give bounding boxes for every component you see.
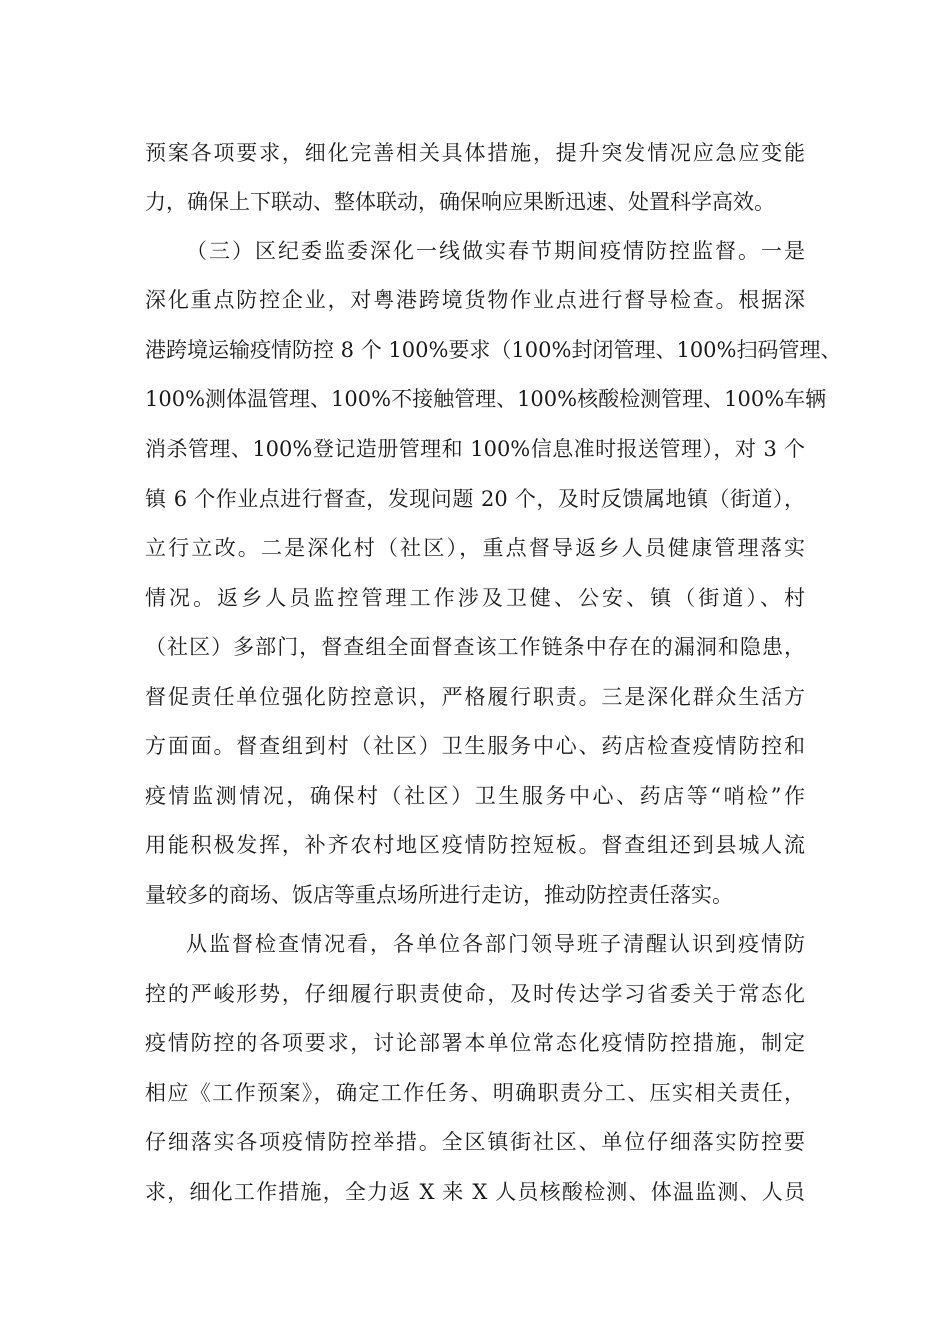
text-line: 仔细落实各项疫情防控举措。全区镇街社区、单位仔细落实防控要 [145, 1130, 805, 1154]
text-line: 方面面。督查组到村（社区）卫生服务中心、药店检查疫情防控和 [145, 734, 805, 758]
text-line: 相应《工作预案》，确定工作任务、明确职责分工、压实相关责任， [145, 1081, 805, 1105]
text-line: （三）区纪委监委深化一线做实春节期间疫情防控监督。一是 [186, 239, 805, 263]
text-line: 疫情监测情况，确保村（社区）卫生服务中心、药店等“哨检”作 [145, 784, 805, 808]
text-line: 立行立改。二是深化村（社区），重点督导返乡人员健康管理落实 [145, 536, 805, 560]
text-line: 100%测体温管理、100%不接触管理、100%核酸检测管理、100%车辆 [145, 387, 827, 411]
text-line: 预案各项要求，细化完善相关具体措施，提升突发情况应急应变能 [145, 141, 805, 165]
text-line: 用能积极发挥，补齐农村地区疫情防控短板。督查组还到县城人流 [145, 833, 805, 857]
text-line: 镇 6 个作业点进行督查，发现问题 20 个，及时反馈属地镇（街道）， [145, 487, 805, 511]
text-line: 量较多的商场、饭店等重点场所进行走访，推动防控责任落实。 [145, 883, 733, 907]
text-line: 求，细化工作措施，全力返 X 来 X 人员核酸检测、体温监测、人员 [145, 1180, 805, 1204]
text-line: 深化重点防控企业，对粤港跨境货物作业点进行督导检查。根据深 [145, 288, 805, 312]
text-line: （社区）多部门，督查组全面督查该工作链条中存在的漏洞和隐患， [145, 635, 805, 659]
text-line: 督促责任单位强化防控意识，严格履行职责。三是深化群众生活方 [145, 685, 805, 709]
text-line: 港跨境运输疫情防控 8 个 100%要求（100%封闭管理、100%扫码管理、 [145, 338, 842, 362]
text-line: 从监督检查情况看，各单位各部门领导班子清醒认识到疫情防 [186, 932, 805, 956]
text-line: 情况。返乡人员监控管理工作涉及卫健、公安、镇（街道）、村 [145, 586, 805, 610]
text-line: 疫情防控的各项要求，讨论部署本单位常态化疫情防控措施，制定 [145, 1031, 805, 1055]
text-line: 力，确保上下联动、整体联动，确保响应果断迅速、处置科学高效。 [145, 190, 775, 214]
text-line: 控的严峻形势，仔细履行职责使命，及时传达学习省委关于常态化 [145, 982, 805, 1006]
text-line: 消杀管理、100%登记造册管理和 100%信息准时报送管理），对 3 个 [145, 437, 805, 461]
